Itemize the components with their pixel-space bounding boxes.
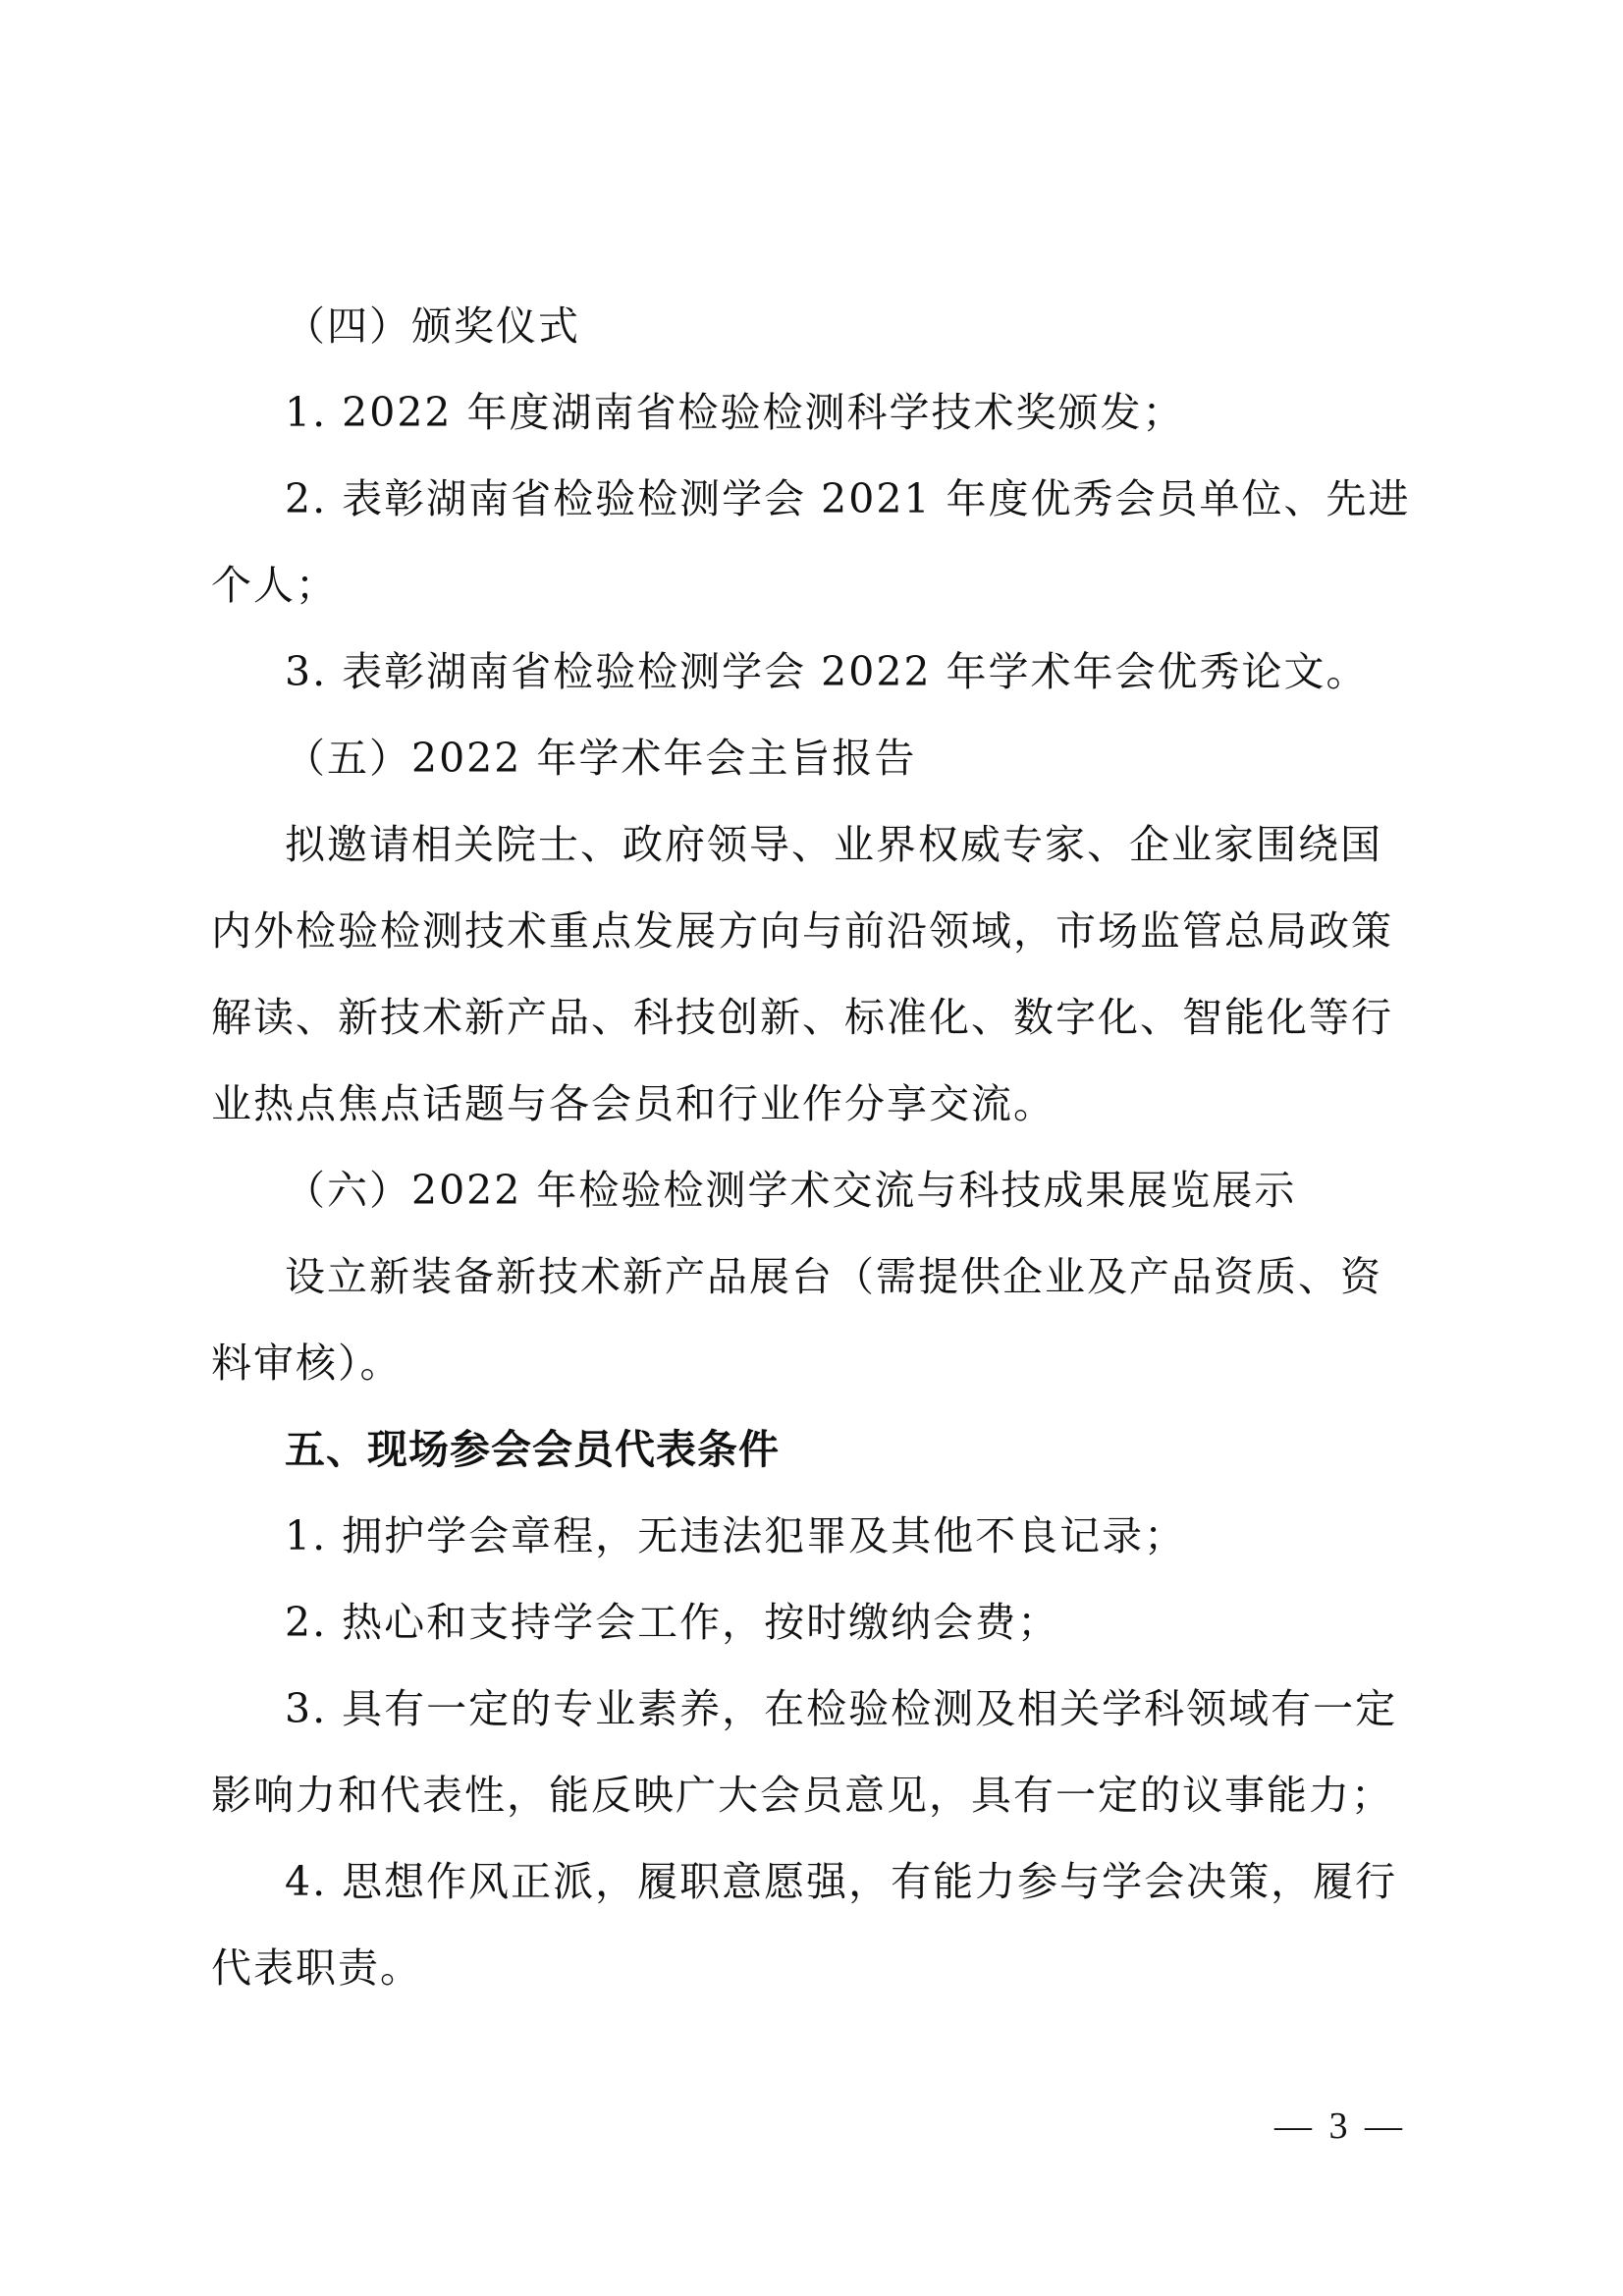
paragraph-line: 料审核）。 xyxy=(211,1339,403,1387)
section-heading-awards: （四）颁奖仪式 xyxy=(285,302,580,350)
section-heading-keynote: （五）2022 年学术年会主旨报告 xyxy=(285,735,917,782)
paragraph-line: 解读、新技术新产品、科技创新、标准化、数字化、智能化等行 xyxy=(211,994,1393,1041)
paragraph-line: 代表职责。 xyxy=(211,1944,422,1992)
paragraph-line: 影响力和代表性，能反映广大会员意见，具有一定的议事能力； xyxy=(211,1772,1393,1819)
page-number: — 3 — xyxy=(1274,2105,1406,2147)
paragraph-line: 拟邀请相关院士、政府领导、业界权威专家、企业家围绕国 xyxy=(285,821,1382,868)
paragraph-line: 业热点焦点话题与各会员和行业作分享交流。 xyxy=(211,1080,1055,1127)
section-heading-member-conditions: 五、现场参会会员代表条件 xyxy=(285,1426,780,1473)
paragraph-line: 3. 具有一定的专业素养，在检验检测及相关学科领域有一定 xyxy=(285,1685,1398,1732)
paragraph-line: 2. 表彰湖南省检验检测学会 2021 年度优秀会员单位、先进 xyxy=(285,475,1411,522)
paragraph-line: 3. 表彰湖南省检验检测学会 2022 年学术年会优秀论文。 xyxy=(285,648,1369,695)
paragraph-line: 1. 拥护学会章程，无违法犯罪及其他不良记录； xyxy=(285,1512,1187,1559)
paragraph-line: 2. 热心和支持学会工作，按时缴纳会费； xyxy=(285,1599,1060,1646)
paragraph-line: 设立新装备新技术新产品展台（需提供企业及产品资质、资 xyxy=(285,1253,1382,1300)
paragraph-line: 1. 2022 年度湖南省检验检测科学技术奖颁发； xyxy=(285,389,1185,436)
section-heading-exhibition: （六）2022 年检验检测学术交流与科技成果展览展示 xyxy=(285,1167,1297,1214)
paragraph-line: 4. 思想作风正派，履职意愿强，有能力参与学会决策，履行 xyxy=(285,1858,1398,1905)
paragraph-line: 内外检验检测技术重点发展方向与前沿领域，市场监管总局政策 xyxy=(211,907,1393,955)
paragraph-line: 个人； xyxy=(211,562,338,609)
